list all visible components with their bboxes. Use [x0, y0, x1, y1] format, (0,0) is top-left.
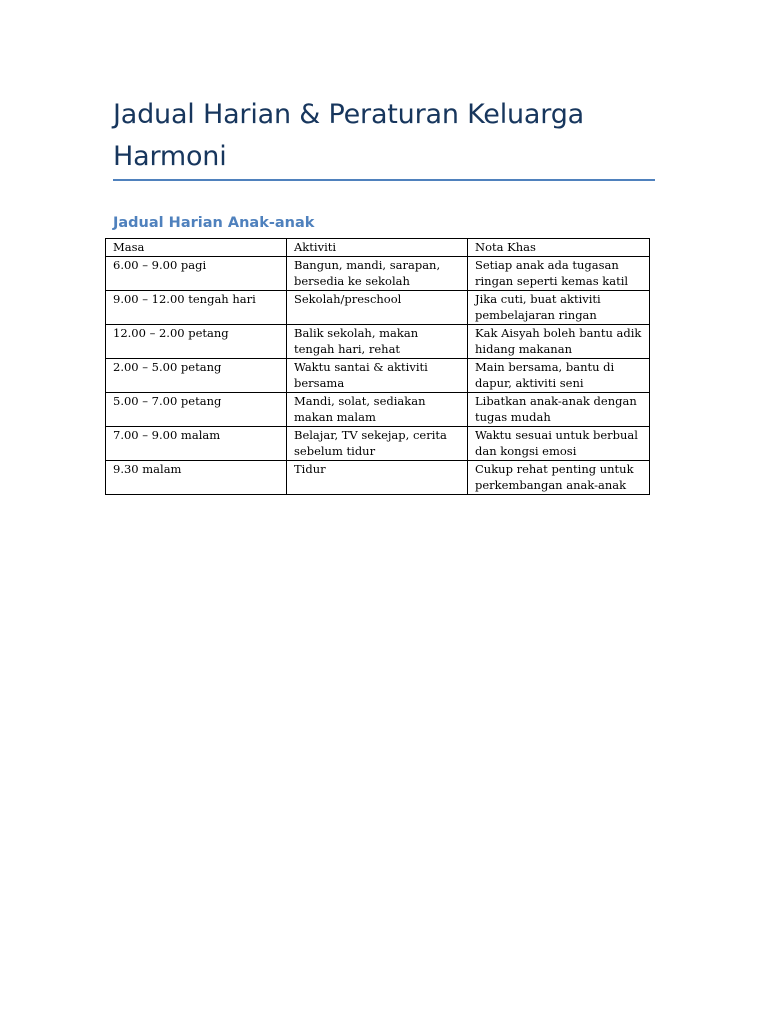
cell-masa: 7.00 – 9.00 malam	[106, 427, 287, 461]
cell-masa: 5.00 – 7.00 petang	[106, 393, 287, 427]
cell-aktiviti: Waktu santai & aktiviti bersama	[287, 359, 468, 393]
header-cell-nota-khas: Nota Khas	[468, 239, 650, 257]
table-row	[106, 325, 650, 359]
cell-aktiviti: Bangun, mandi, sarapan, bersedia ke sekolah	[287, 257, 468, 291]
daily-schedule-table	[105, 238, 650, 495]
cell-nota-khas: Kak Aisyah boleh bantu adik hidang makanan	[468, 325, 650, 359]
header-cell-masa: Masa	[106, 239, 287, 257]
cell-aktiviti: Balik sekolah, makan tengah hari, rehat	[287, 325, 468, 359]
cell-masa: 12.00 – 2.00 petang	[106, 325, 287, 359]
cell-aktiviti: Sekolah/preschool	[287, 291, 468, 325]
cell-aktiviti: Mandi, solat, sediakan makan malam	[287, 393, 468, 427]
table-row	[106, 359, 650, 393]
cell-aktiviti: Tidur	[287, 461, 468, 495]
header-cell-aktiviti: Aktiviti	[287, 239, 468, 257]
table-row	[106, 257, 650, 291]
title-underline	[113, 179, 655, 181]
table-row	[106, 393, 650, 427]
cell-nota-khas: Cukup rehat penting untuk perkembangan anak-anak	[468, 461, 650, 495]
cell-masa: 9.30 malam	[106, 461, 287, 495]
section-heading: Jadual Harian Anak-anak	[113, 215, 315, 231]
table-row	[106, 427, 650, 461]
cell-nota-khas: Jika cuti, buat aktiviti pembelajaran ringan	[468, 291, 650, 325]
cell-aktiviti: Belajar, TV sekejap, cerita sebelum tidur	[287, 427, 468, 461]
cell-masa: 6.00 – 9.00 pagi	[106, 257, 287, 291]
cell-nota-khas: Libatkan anak-anak dengan tugas mudah	[468, 393, 650, 427]
table-header-row	[106, 239, 650, 257]
cell-masa: 9.00 – 12.00 tengah hari	[106, 291, 287, 325]
cell-nota-khas: Main bersama, bantu di dapur, aktiviti seni	[468, 359, 650, 393]
cell-nota-khas: Waktu sesuai untuk berbual dan kongsi emosi	[468, 427, 650, 461]
table-row	[106, 461, 650, 495]
cell-nota-khas: Setiap anak ada tugasan ringan seperti kemas katil	[468, 257, 650, 291]
table-row	[106, 291, 650, 325]
cell-masa: 2.00 – 5.00 petang	[106, 359, 287, 393]
page-title: Jadual Harian & Peraturan Keluarga Harmoni	[113, 99, 584, 172]
